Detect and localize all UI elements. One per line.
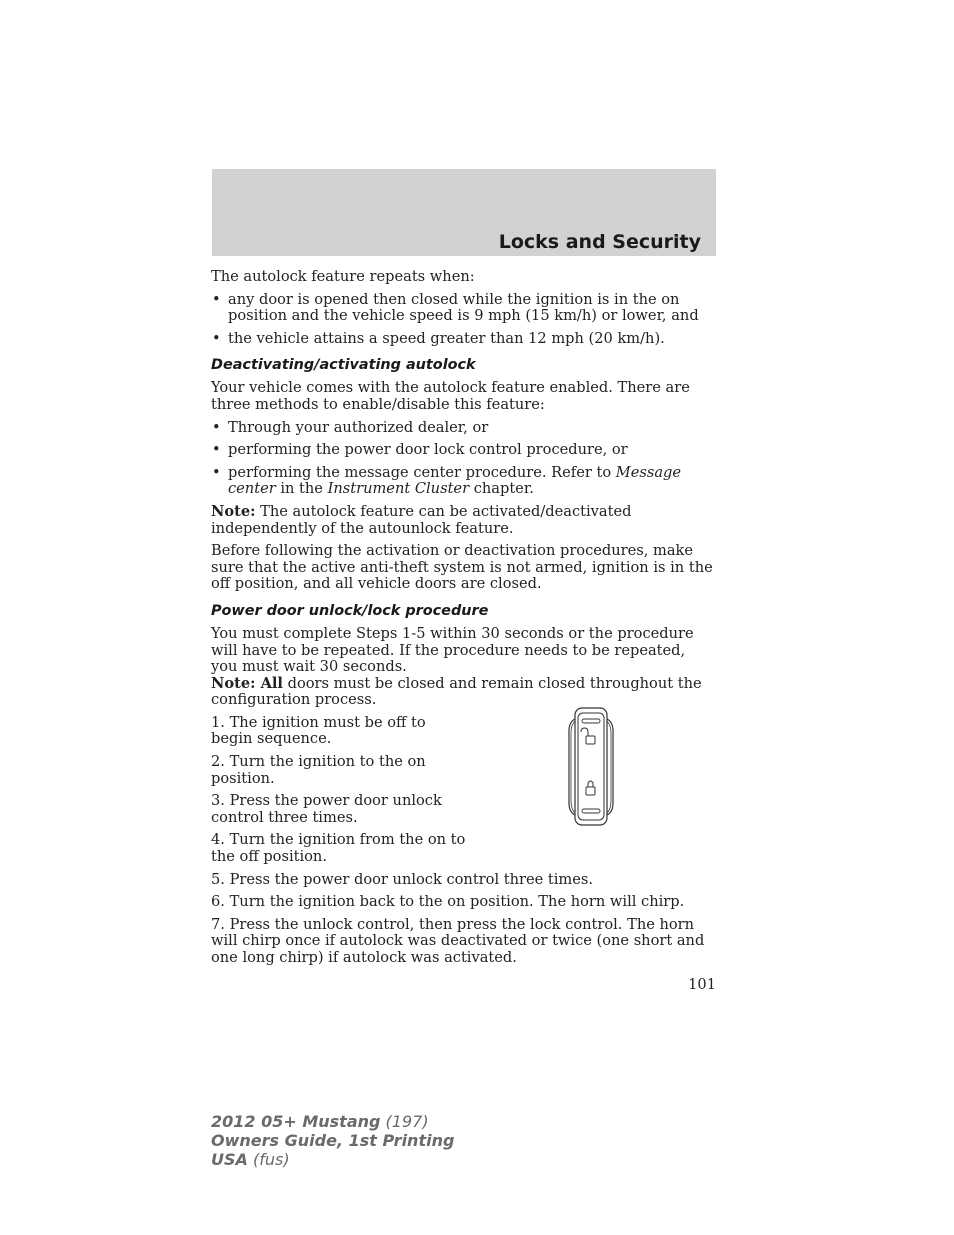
- section-heading-deactivating: Deactivating/activating autolock: [211, 357, 476, 374]
- bullet-icon: •: [212, 418, 221, 436]
- list-item: • any door is opened then closed while the ignition is in the on position and the vehicle speed is 9 mph (15 km/h) or lower, and: [212, 290, 699, 325]
- intro-text: The autolock feature repeats when:: [211, 268, 475, 285]
- list-item: • performing the message center procedure. Refer to Message center in the Instrument Cluster chapter.: [212, 463, 682, 498]
- instrument-cluster-reference: Instrument Cluster: [327, 480, 470, 498]
- bullet-icon: •: [212, 463, 221, 481]
- bullet-icon: •: [212, 290, 221, 308]
- page-number: 101: [688, 975, 716, 993]
- message-center-reference: Message center: [228, 463, 682, 498]
- footer-line-market: USA (fus): [211, 1150, 290, 1169]
- list-item: • the vehicle attains a speed greater than 12 mph (20 km/h).: [212, 329, 665, 347]
- step-item: 5. Press the power door unlock control three times.: [211, 870, 594, 888]
- step-item: 2. Turn the ignition to the on position.: [211, 753, 426, 787]
- page-content: [211, 269, 716, 993]
- door-lock-switch-illustration: [566, 707, 616, 827]
- section-heading-procedure: Power door unlock/lock procedure: [211, 602, 489, 619]
- repeat-bullet-list: [211, 292, 716, 348]
- footer-line-model: 2012 05+ Mustang (197): [211, 1112, 429, 1131]
- list-item: • performing the power door lock control procedure, or: [212, 441, 628, 459]
- step-item: 6. Turn the ignition back to the on position. The horn will chirp.: [211, 893, 685, 911]
- bullet-icon: •: [212, 329, 221, 347]
- list-item: • Through your authorized dealer, or: [212, 418, 489, 436]
- method-bullet-list: [211, 420, 716, 498]
- footer-line-guide: Owners Guide, 1st Printing: [211, 1131, 455, 1150]
- section1-para: Your vehicle comes with the autolock feature enabled. There are three methods to enable/disable this feature:: [211, 379, 690, 413]
- header-band: [212, 169, 716, 256]
- note-autolock: Note: The autolock feature can be activated/deactivated independently of the autounlock feature.: [211, 502, 632, 537]
- step-item: 7. Press the unlock control, then press the lock control. The horn will chirp once if autolock was deactivated or twice (one short and one long chirp) if autolock was activated.: [211, 915, 705, 966]
- bullet-icon: •: [212, 441, 221, 459]
- section1-para2: Before following the activation or deactivation procedures, make sure that the active anti-theft system is not armed, ignition is in the off position, and all vehicle doors are closed.: [211, 542, 713, 593]
- document-footer: [211, 1112, 454, 1169]
- step-item: 3. Press the power door unlock control three times.: [211, 792, 442, 826]
- step-item: 1. The ignition must be off to begin sequence.: [211, 713, 426, 748]
- step-item: 4. Turn the ignition from the on to the off position.: [211, 831, 466, 866]
- section2-para: You must complete Steps 1-5 within 30 seconds or the procedure will have to be repeated. If the procedure needs to be repeated, you must wait 30 seconds. Note: All doors must be closed and remain closed throughout the configuration process.: [211, 624, 702, 709]
- section-title: Locks and Security: [498, 231, 701, 254]
